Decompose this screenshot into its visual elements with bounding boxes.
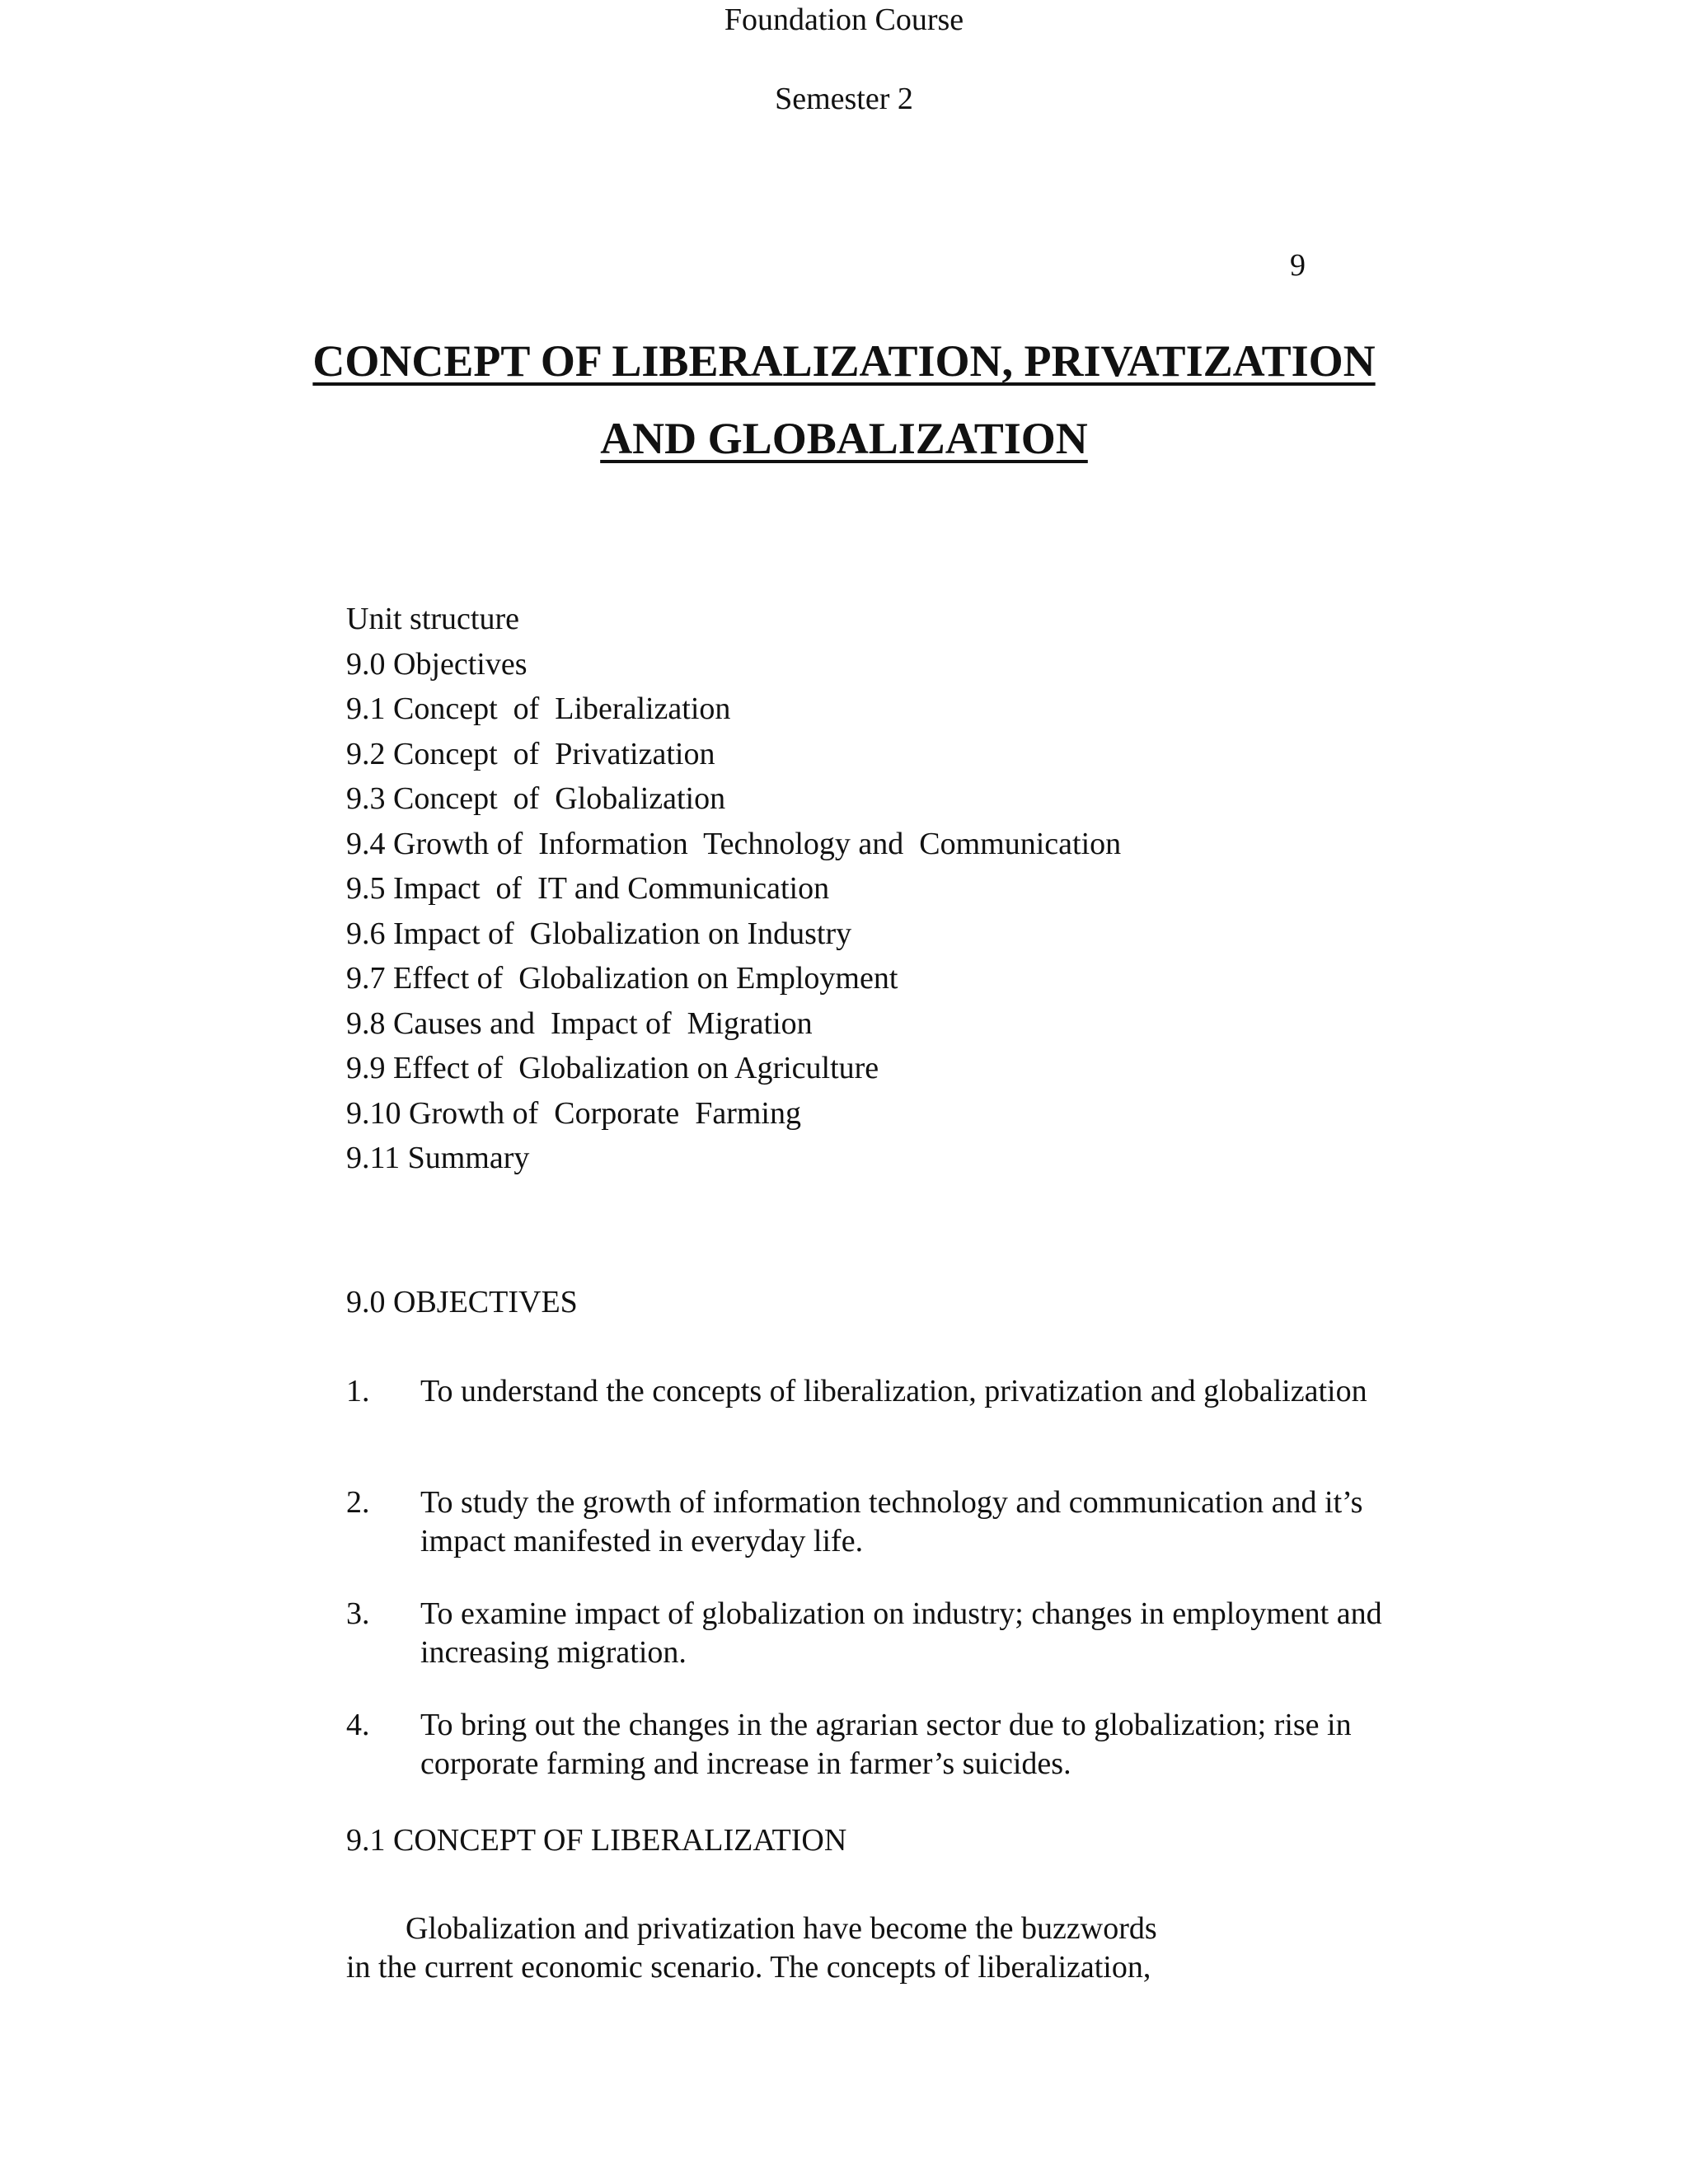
unit-structure-heading: Unit structure <box>346 602 520 636</box>
unit-structure-item: 9.6 Impact of Globalization on Industry <box>346 916 852 951</box>
liberalization-heading: 9.1 CONCEPT OF LIBERALIZATION <box>346 1823 847 1858</box>
chapter-title-line-1: CONCEPT OF LIBERALIZATION, PRIVATIZATION <box>312 336 1376 386</box>
unit-structure-item: 9.0 Objectives <box>346 646 528 682</box>
unit-structure-item: 9.9 Effect of Globalization on Agriculture <box>346 1051 879 1085</box>
objective-text: To understand the concepts of liberalization, privatization and globalization <box>420 1374 1367 1408</box>
objective-text: To bring out the changes in the agrarian sector due to globalization; rise in corporate farming and increase in farmer’s suicides. <box>420 1708 1352 1781</box>
objective-number: 1. <box>346 1374 370 1408</box>
unit-structure-item: 9.7 Effect of Globalization on Employment <box>346 961 898 996</box>
objective-number: 4. <box>346 1708 370 1742</box>
paragraph-line: in the current economic scenario. The concepts of liberalization, <box>346 1950 1151 1985</box>
unit-structure-item: 9.11 Summary <box>346 1141 530 1175</box>
unit-structure-item: 9.5 Impact of IT and Communication <box>346 871 830 906</box>
objectives-heading: 9.0 OBJECTIVES <box>346 1285 578 1319</box>
objective-number: 2. <box>346 1485 370 1520</box>
objective-text: To examine impact of globalization on industry; changes in employment and increasing migration. <box>420 1596 1382 1670</box>
unit-structure-item: 9.1 Concept of Liberalization <box>346 691 731 726</box>
objective-text: To study the growth of information technology and communication and it’s impact manifested in everyday life. <box>420 1485 1363 1558</box>
chapter-title-line-2: AND GLOBALIZATION <box>600 414 1088 463</box>
unit-structure-item: 9.4 Growth of Information Technology and Communication <box>346 826 1122 861</box>
unit-structure-item: 9.8 Causes and Impact of Migration <box>346 1005 813 1041</box>
chapter-number: 9 <box>1290 248 1306 283</box>
unit-structure-item: 9.2 Concept of Privatization <box>346 736 715 771</box>
objective-number: 3. <box>346 1596 370 1631</box>
unit-structure-item: 9.3 Concept of Globalization <box>346 781 726 816</box>
liberalization-paragraph <box>346 1910 1253 1987</box>
unit-structure-list <box>346 599 1121 1183</box>
unit-structure-item: 9.10 Growth of Corporate Farming <box>346 1095 801 1131</box>
running-header-semester: Semester 2 <box>775 82 913 116</box>
running-header-course: Foundation Course <box>724 2 964 37</box>
paragraph-line: Globalization and privatization have become the buzzwords <box>406 1911 1157 1946</box>
